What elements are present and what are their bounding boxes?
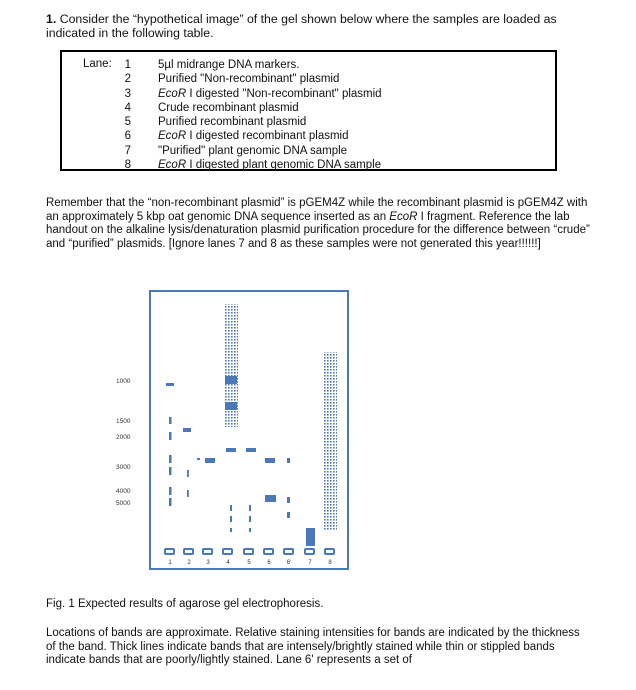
lane-label: 6 <box>267 560 271 566</box>
band <box>166 383 174 386</box>
band <box>287 497 290 503</box>
well <box>223 549 232 554</box>
lane-number: 4 <box>124 101 131 114</box>
lane-label: 6' <box>286 560 292 566</box>
marker-label: 3000 <box>116 464 131 471</box>
lane-number: 6 <box>124 130 131 143</box>
lane-number: 7 <box>124 144 131 157</box>
lane-desc: EcoR I digested "Non-recombinant" plasmid <box>158 87 382 100</box>
lane-label: 5 <box>247 560 251 566</box>
lane-label: 7 <box>308 560 312 566</box>
locations-paragraph: Locations of bands are approximate. Relative staining intensities for bands are indicated by the thickness of the band. Thick lines indicate bands that are intensely/brightly stained while thin or stippled bands indicate bands that are poorly/lightly stained. Lane 6' represents a set of <box>46 627 580 667</box>
lane-label: 1 <box>168 560 172 566</box>
lane-number: 3 <box>124 87 131 100</box>
band <box>230 528 232 532</box>
band <box>187 470 189 477</box>
band <box>183 428 191 432</box>
marker-label: 4000 <box>116 488 131 495</box>
lane-label: 8 <box>328 560 332 566</box>
lane-number: 8 <box>124 159 131 172</box>
lane-number: 1 <box>124 59 131 71</box>
band <box>205 458 215 463</box>
instructions-paragraph: Remember that the “non-recombinant plasmid” is pGEM4Z while the recombinant plasmid is pGEM4Z with an approximately 5 kbp oat genomic DNA sequence inserted as an EcoR I fragment. Reference the lab handout on the alkaline lysis/denaturation plasmid purification procedure for the difference between “crude” and “purified” plasmids. [Ignore lanes 7 and 8 as these samples were not generated this year!!!!!!] <box>46 197 590 250</box>
lane-label: 3 <box>206 560 210 566</box>
band <box>246 448 256 452</box>
marker-label: 2000 <box>116 434 131 441</box>
band <box>197 458 200 460</box>
lane-header: Lane: <box>83 58 112 70</box>
band <box>249 528 251 532</box>
lane-number: 5 <box>124 116 131 129</box>
band <box>306 528 315 546</box>
lane-desc: "Purified" plant genomic DNA sample <box>158 144 348 157</box>
well <box>325 549 334 554</box>
band <box>169 467 172 475</box>
band <box>226 448 236 452</box>
band <box>230 505 232 511</box>
band <box>169 455 172 463</box>
band <box>169 498 172 506</box>
band <box>169 417 172 424</box>
band <box>187 490 189 497</box>
band <box>225 402 237 410</box>
marker-label: 1000 <box>116 378 131 385</box>
lane-label: 4 <box>226 560 230 566</box>
band <box>249 516 251 522</box>
lane-desc: Crude recombinant plasmid <box>158 101 299 114</box>
band <box>265 458 275 463</box>
band <box>287 458 290 463</box>
well <box>203 549 212 554</box>
well <box>244 549 253 554</box>
lane-desc: Purified "Non-recombinant" plasmid <box>158 73 340 86</box>
well <box>184 549 193 554</box>
well <box>284 549 293 554</box>
figure-caption: Fig. 1 Expected results of agarose gel electrophoresis. <box>46 598 324 610</box>
lane-desc: EcoR I digested plant genomic DNA sample <box>158 159 382 172</box>
band <box>230 516 232 522</box>
lane-label: 2 <box>187 560 191 566</box>
lane-desc: EcoR I digested recombinant plasmid <box>158 130 349 143</box>
band <box>169 432 172 440</box>
band <box>265 495 276 502</box>
lane-desc: 5µl midrange DNA markers. <box>158 59 300 71</box>
marker-label: 5000 <box>116 500 131 507</box>
well <box>264 549 273 554</box>
lane-number: 2 <box>124 73 131 86</box>
band <box>324 352 337 530</box>
well <box>165 549 174 554</box>
question-number: 1. <box>46 12 57 26</box>
well <box>305 549 314 554</box>
band <box>225 376 237 384</box>
band <box>249 505 251 511</box>
question-body: Consider the “hypothetical image” of the gel shown below where the samples are loaded as indicated in the following table. <box>46 12 557 40</box>
band <box>287 512 290 518</box>
band <box>169 487 172 495</box>
lane-desc: Purified recombinant plasmid <box>158 116 307 129</box>
marker-label: 1500 <box>116 418 131 425</box>
